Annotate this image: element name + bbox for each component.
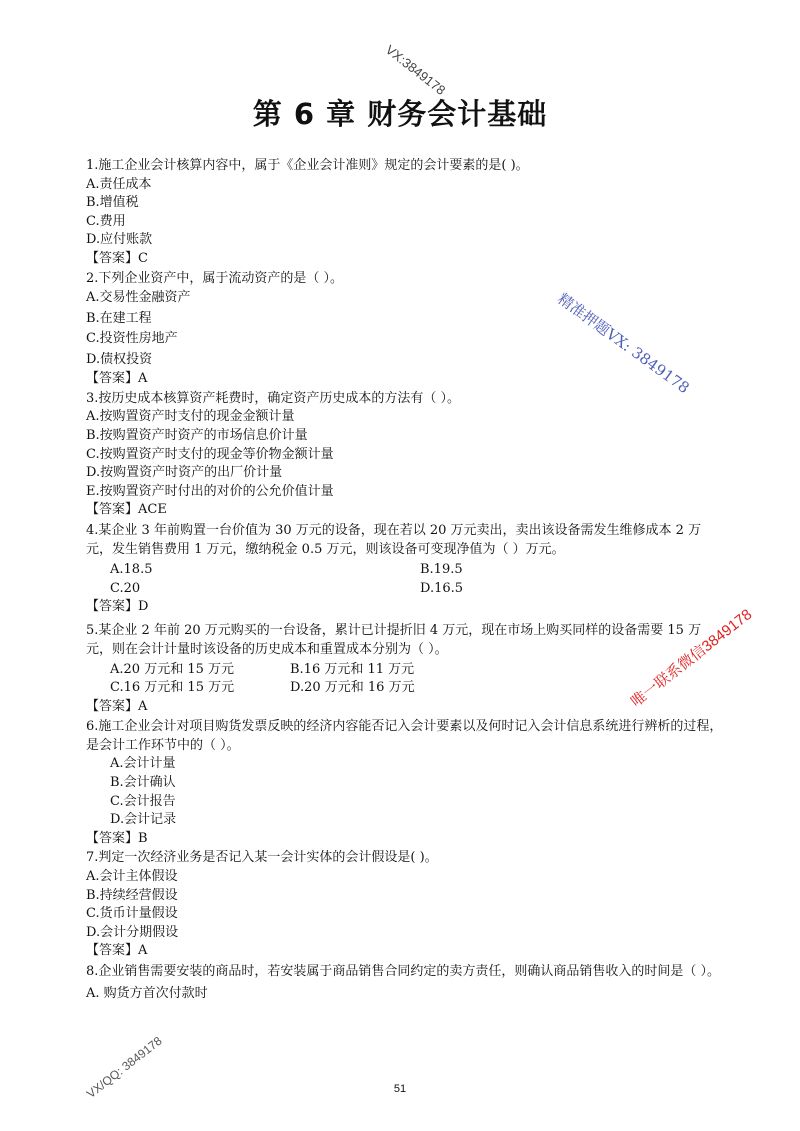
option-b: B.16 万元和 11 万元 xyxy=(290,661,415,677)
option-a: A.会计计量 xyxy=(110,756,176,772)
option-a: A.20 万元和 15 万元 xyxy=(110,661,235,677)
option-a: A.责任成本 xyxy=(86,176,152,192)
option-a: A.会计主体假设 xyxy=(86,869,178,885)
option-d: D.16.5 xyxy=(420,580,464,596)
question-1 xyxy=(86,157,726,269)
option-b: B.19.5 xyxy=(420,561,463,577)
options-row-1 xyxy=(86,561,726,580)
option-a: A.交易性金融资产 xyxy=(86,290,191,306)
option-d: D.债权投资 xyxy=(86,351,153,367)
question-stem: 3.按历史成本核算资产耗费时，确定资产历史成本的方法有（ ）。 xyxy=(86,390,461,406)
options-row-1 xyxy=(86,661,726,680)
question-7 xyxy=(86,849,726,961)
answer: 【答案】ACE xyxy=(86,502,167,518)
option-e: E.按购置资产时付出的对价的公允价值计量 xyxy=(86,483,334,499)
option-a: A.按购置资产时支付的现金金额计量 xyxy=(86,409,295,425)
answer: 【答案】A xyxy=(86,371,148,387)
option-d: D.会计记录 xyxy=(110,812,177,828)
question-stem: 4.某企业 3 年前购置一台价值为 30 万元的设备，现在若以 20 万元卖出，卖出该设备需发生维修成本 2 万元，发生销售费用 1 万元，缴纳税金 0.5 万元，则该设备可变现净值为（ ）万元。 xyxy=(86,522,702,557)
option-b: B.持续经营假设 xyxy=(86,887,178,903)
question-stem: 7.判定一次经济业务是否记入某一会计实体的会计假设是( )。 xyxy=(86,850,438,866)
option-a: A.18.5 xyxy=(110,561,153,577)
question-3 xyxy=(86,390,726,520)
options-row-2 xyxy=(86,580,726,599)
option-b: B.增值税 xyxy=(86,195,139,211)
question-stem: 1.施工企业会计核算内容中，属于《企业会计准则》规定的会计要素的是( )。 xyxy=(86,158,529,173)
option-c: C.会计报告 xyxy=(110,793,176,809)
question-4 xyxy=(86,521,726,617)
question-stem: 6.施工企业会计对项目购货发票反映的经济内容能否记入会计要素以及何时记入会计信息系统进行辨析的过程，是会计工作环节中的（ ）。 xyxy=(86,719,723,754)
option-c: C.16 万元和 15 万元 xyxy=(110,680,235,696)
option-c: C.费用 xyxy=(86,213,126,229)
watermark-bottom: VX/QQ: 3849178 xyxy=(84,1033,165,1102)
option-a: A. 购货方首次付款时 xyxy=(86,986,208,1001)
chapter-title: 第 6 章 财务会计基础 xyxy=(252,97,548,131)
option-c: C.20 xyxy=(110,580,141,596)
watermark-middle: 唯一联系微信3849178 xyxy=(627,605,756,711)
option-d: D.会计分期假设 xyxy=(86,924,179,940)
option-d: D.20 万元和 16 万元 xyxy=(290,680,415,696)
option-c: C.投资性房地产 xyxy=(86,331,178,347)
question-stem: 8.企业销售需要安装的商品时，若安装属于商品销售合同约定的卖方责任，则确认商品销售收入的时间是（ ）。 xyxy=(86,964,721,979)
option-b: B.按购置资产时资产的市场信息价计量 xyxy=(86,427,308,443)
question-5 xyxy=(86,621,726,717)
question-stem: 5.某企业 2 年前 20 万元购买的一台设备，累计已计提折旧 4 万元，现在市场上购买同样的设备需要 15 万元，则在会计计量时该设备的历史成本和重置成本分别为（ ）。 xyxy=(86,622,702,657)
answer: 【答案】B xyxy=(86,830,148,846)
option-b: B.会计确认 xyxy=(110,775,176,791)
question-2 xyxy=(86,270,726,389)
option-c: C.按购置资产时支付的现金等价物金额计量 xyxy=(86,446,334,462)
question-8 xyxy=(86,962,726,1004)
options-row-2 xyxy=(86,679,726,698)
answer: 【答案】A xyxy=(86,943,148,959)
option-c: C.货币计量假设 xyxy=(86,906,178,922)
option-b: B.在建工程 xyxy=(86,310,152,326)
page-number: 51 xyxy=(393,1083,407,1095)
answer: 【答案】C xyxy=(86,250,148,266)
option-d: D.应付账款 xyxy=(86,232,153,248)
answer: 【答案】D xyxy=(86,599,149,615)
option-d: D.按购置资产时资产的出厂价计量 xyxy=(86,465,283,481)
question-list xyxy=(86,156,726,1004)
watermark-right: 精准押题VX: 3849178 xyxy=(554,289,693,398)
answer: 【答案】A xyxy=(86,698,148,714)
watermark-top: VX:3849178 xyxy=(382,42,449,98)
question-stem: 2.下列企业资产中，属于流动资产的是（ ）。 xyxy=(86,270,344,286)
question-6 xyxy=(86,717,726,848)
